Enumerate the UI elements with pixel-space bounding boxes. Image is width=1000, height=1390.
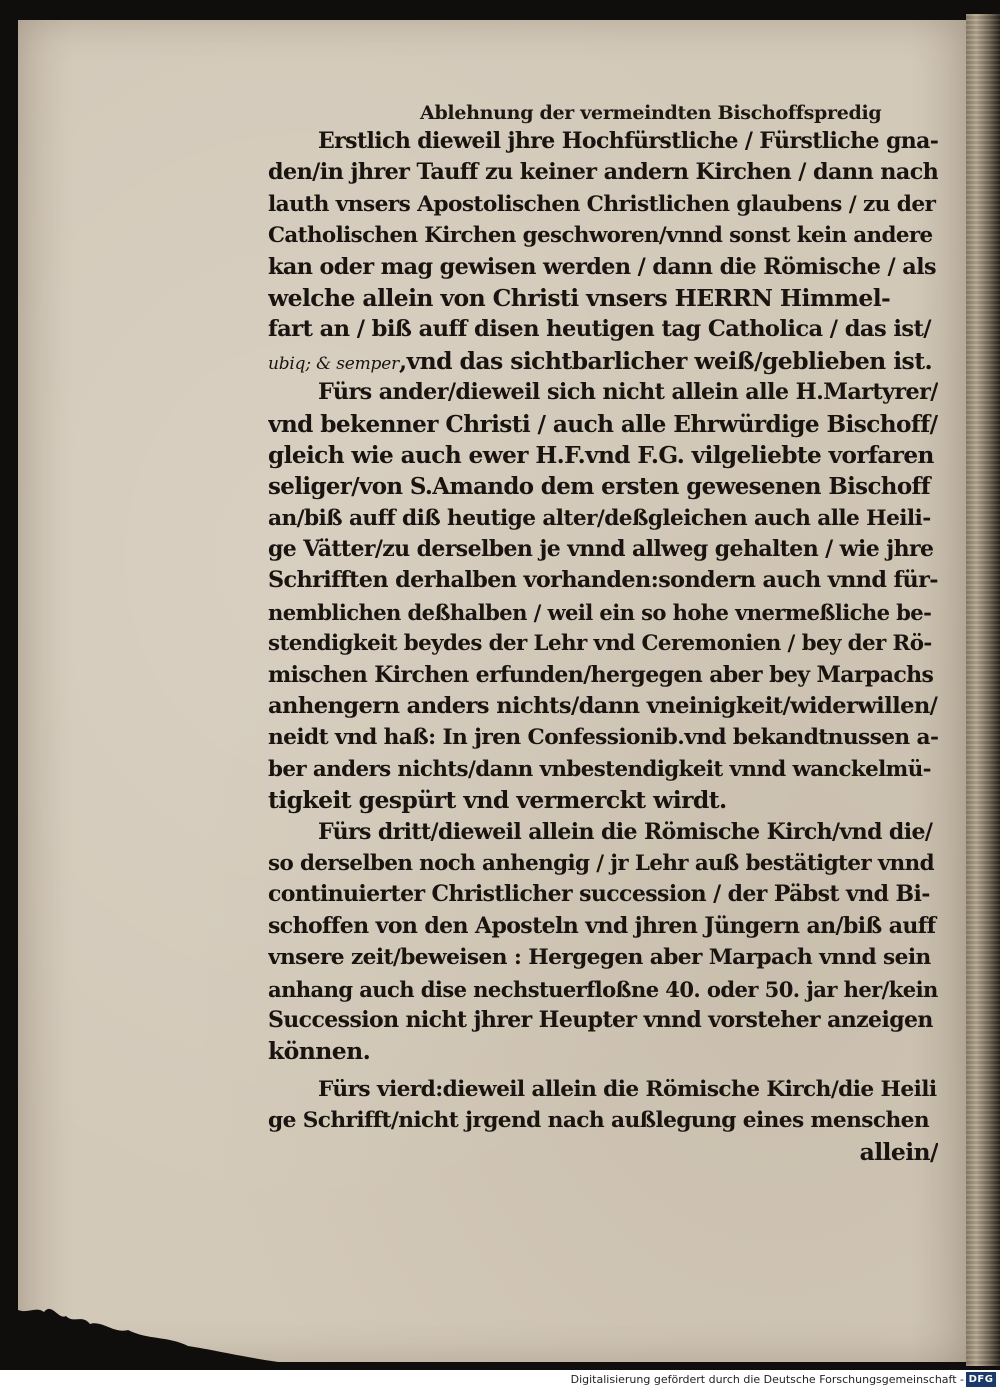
- text-line-content: fart an / biß auff disen heutigen tag Catholica / das ist/: [268, 316, 931, 343]
- text-line-content: ber anders nichts/dann vnbestendigkeit vnnd wanckelmü-: [268, 756, 931, 782]
- text-line: [268, 565, 938, 596]
- footer-bar: [0, 1370, 1000, 1390]
- text-line-content: ge Schrifft/nicht jrgend nach außlegung eines menschen: [268, 1108, 929, 1134]
- text-line: [268, 660, 938, 691]
- text-line-content: den/in jhrer Tauff zu keiner andern Kirchen / dann nach: [268, 159, 938, 186]
- text-line-content: Schrifften derhalben vorhanden:sondern auch vnnd für-: [268, 567, 938, 594]
- text-line-content: anhengern anders nichts/dann vneinigkeit/widerwillen/: [268, 693, 938, 720]
- page-edge-texture: [966, 14, 1000, 1366]
- text-line-content: stendigkeit beydes der Lehr vnd Ceremonien / bey der Rö-: [268, 631, 932, 657]
- text-line-content: Fürs vierd:dieweil allein die Römische Kirch/die Heili: [318, 1076, 937, 1102]
- text-line: [268, 377, 938, 408]
- text-line-content: seliger/von S.Amando dem ersten gewesenen Bischoff: [268, 473, 930, 501]
- text-line: [268, 1137, 938, 1168]
- text-line-content: können.: [268, 1037, 371, 1066]
- latin-phrase: ubiq; & semper: [268, 353, 399, 374]
- text-line-content: vnsere zeit/beweisen : Hergegen aber Marpach vnnd sein: [268, 945, 931, 971]
- text-line-content: Erstlich dieweil jhre Hochfürstliche / Fürstliche gna-: [318, 128, 938, 154]
- text-line-content: mischen Kirchen erfunden/hergegen aber bey Marpachs: [268, 661, 934, 688]
- torn-edge-shape: [18, 1290, 278, 1370]
- text-line: [268, 1036, 938, 1067]
- text-line: [268, 314, 938, 345]
- text-line-content: ,vnd das sichtbarlicher weiß/geblieben ist.: [399, 346, 933, 375]
- text-line: [268, 126, 938, 157]
- text-line-content: gleich wie auch ewer H.F.vnd F.G. vilgeliebte vorfaren: [268, 441, 934, 469]
- text-line: [268, 534, 938, 565]
- text-line-content: kan oder mag gewisen werden / dann die Römische / als: [268, 253, 936, 280]
- text-line: [268, 409, 938, 440]
- text-line-content: schoffen von den Aposteln vnd jhren Jüngern an/biß auff: [268, 912, 936, 939]
- text-line: [268, 1074, 938, 1105]
- text-line: [268, 252, 938, 283]
- text-line: [268, 974, 938, 1005]
- text-line-content: Catholischen Kirchen geschworen/vnnd sonst kein andere: [268, 223, 933, 249]
- text-line-content: vnd bekenner Christi / auch alle Ehrwürdige Bischoff/: [268, 410, 938, 438]
- text-line-content: lauth vnsers Apostolischen Christlichen glaubens / zu der: [268, 191, 936, 217]
- text-line-content: allein/: [859, 1137, 938, 1166]
- text-line: [268, 471, 938, 502]
- text-line: [268, 283, 938, 314]
- text-line-content: nemblichen deßhalben / weil ein so hohe vnermeßliche be-: [268, 599, 932, 625]
- page-text-block: [268, 100, 938, 1168]
- text-line: [268, 346, 938, 377]
- text-line-content: continuierter Christlicher succession / der Päbst vnd Bi-: [268, 881, 930, 908]
- text-line-content: Fürs dritt/dieweil allein die Römische Kirch/vnd die/: [318, 818, 933, 845]
- text-line: [268, 754, 938, 785]
- text-line: [268, 189, 938, 220]
- text-line: [268, 628, 938, 659]
- text-line: [268, 503, 938, 534]
- running-head: Ablehnung der vermeindten Bischoffspredig: [420, 102, 882, 124]
- text-line: [268, 440, 938, 471]
- text-line-content: so derselben noch anhengig / jr Lehr auß bestätigter vnnd: [268, 850, 934, 876]
- torn-paper-corner: [18, 1290, 278, 1370]
- text-line: [268, 597, 938, 628]
- text-line: [268, 1105, 938, 1136]
- text-line: [268, 157, 938, 188]
- text-line-content: neidt vnd haß: In jren Confessionib.vnd bekandtnussen a-: [268, 725, 938, 751]
- text-line: [268, 848, 938, 879]
- text-line-content: an/biß auff diß heutige alter/deßgleichen auch alle Heili-: [268, 505, 931, 531]
- text-line: [268, 911, 938, 942]
- text-line-content: Fürs ander/dieweil sich nicht allein alle H.Martyrer/: [318, 379, 938, 406]
- page-edge-stack: [966, 14, 1000, 1366]
- text-line: [268, 722, 938, 753]
- text-line: [268, 942, 938, 973]
- text-line-content: tigkeit gespürt vnd vermerckt wirdt.: [268, 786, 727, 815]
- text-line: [268, 817, 938, 848]
- text-line-content: anhang auch dise nechstuerfloßne 40. oder 50. jar her/kein: [268, 976, 938, 1002]
- text-line: [268, 785, 938, 816]
- text-lines: [268, 126, 938, 1168]
- text-line-content: Succession nicht jhrer Heupter vnnd vorsteher anzeigen: [268, 1006, 933, 1033]
- text-line-content: welche allein von Christi vnsers HERRN Himmel-: [268, 283, 891, 312]
- text-line: [268, 1005, 938, 1036]
- text-line: [268, 879, 938, 910]
- funding-notice: Digitalisierung gefördert durch die Deutsche Forschungsgemeinschaft -: [570, 1373, 964, 1386]
- dfg-logo: DFG: [966, 1372, 996, 1387]
- text-line: [268, 691, 938, 722]
- text-line-content: ge Vätter/zu derselben je vnnd allweg gehalten / wie jhre: [268, 536, 934, 563]
- text-line: [268, 220, 938, 251]
